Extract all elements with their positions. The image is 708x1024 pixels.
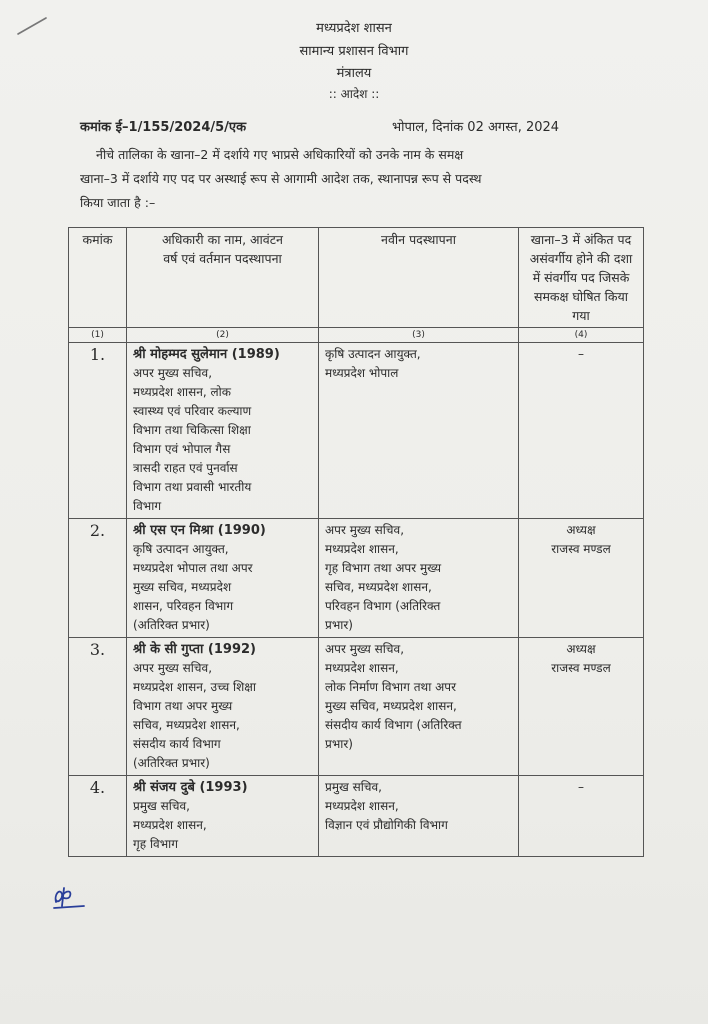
new-line: प्रमुख सचिव, [325,780,382,794]
order-date: भोपाल, दिनांक 02 अगस्त, 2024 [392,120,560,135]
header-officer-line2: वर्ष एवं वर्तमान पदस्थापना [163,251,282,266]
current-line: विभाग तथा चिकित्सा शिक्षा [133,423,251,437]
new-line: संसदीय कार्य विभाग (अतिरिक्त [325,718,462,732]
row-new-posting [319,343,519,519]
officer-name: श्री एस एन मिश्रा (1990) [133,523,266,538]
equiv-line: राजस्व मण्डल [551,661,611,675]
new-line: सचिव, मध्यप्रदेश शासन, [325,580,432,594]
row-officer [127,638,319,776]
current-line: कृषि उत्पादन आयुक्त, [133,542,229,556]
row-officer [127,343,319,519]
current-line: अपर मुख्य सचिव, [133,366,213,380]
header-new-posting: नवीन पदस्थापना [319,228,519,328]
new-line: कृषि उत्पादन आयुक्त, [325,347,421,361]
new-line: मध्यप्रदेश शासन, [325,661,399,675]
current-line: मध्यप्रदेश शासन, [133,818,207,832]
current-line: (अतिरिक्त प्रभार) [133,618,210,632]
equiv-line: – [578,780,584,794]
posting-table [68,227,644,857]
intro-line-2: खाना–3 में दर्शाये गए पद पर अस्थाई रूप से आगामी आदेश तक, स्थानापन्न रूप से पदस्थ [80,171,482,186]
new-line: मध्यप्रदेश भोपाल [325,366,399,380]
current-line: सचिव, मध्यप्रदेश शासन, [133,718,240,732]
current-line: (अतिरिक्त प्रभार) [133,756,210,770]
row-equivalent [519,519,644,638]
row-serial: 4. [69,776,127,857]
header-officer-line1: अधिकारी का नाम, आवंटन [161,232,283,247]
header-department: सामान्य प्रशासन विभाग [299,44,409,59]
equiv-line: राजस्व मण्डल [551,542,611,556]
current-line: मुख्य सचिव, मध्यप्रदेश [133,580,232,594]
current-line: प्रमुख सचिव, [133,799,190,813]
intro-line-1: नीचे तालिका के खाना–2 में दर्शाये गए भाप्रसे अधिकारियों को उनके नाम के समक्ष [96,147,464,162]
column-number: (4) [519,328,644,343]
intro-line-3: किया जाता है :– [80,195,156,210]
row-new-posting [319,638,519,776]
column-number: (1) [69,328,127,343]
current-line: स्वास्थ्य एवं परिवार कल्याण [133,404,252,418]
current-line: मध्यप्रदेश भोपाल तथा अपर [133,561,253,575]
header-order-title: :: आदेश :: [328,87,380,101]
current-line: गृह विभाग [133,837,179,851]
new-line: लोक निर्माण विभाग तथा अपर [325,680,457,694]
row-officer [127,519,319,638]
current-line: विभाग तथा अपर मुख्य [133,699,233,713]
header-equivalent-post: खाना–3 में अंकित पद असंवर्गीय होने की दशा में संवर्गीय पद जिसके समकक्ष घोषित किया गया [519,228,644,328]
row-serial: 3. [69,638,127,776]
column-number: (3) [319,328,519,343]
current-line: संसदीय कार्य विभाग [133,737,221,751]
new-line: अपर मुख्य सचिव, [325,523,405,537]
new-line: मध्यप्रदेश शासन, [325,799,399,813]
current-line: विभाग एवं भोपाल गैस [133,442,231,456]
current-line: मध्यप्रदेश शासन, उच्च शिक्षा [133,680,257,694]
row-serial: 1. [69,343,127,519]
equiv-line: – [578,347,584,361]
header-officer [127,228,319,328]
row-serial: 2. [69,519,127,638]
table-row [69,343,644,519]
equiv-line: अध्यक्ष [566,523,596,537]
table-row [69,776,644,857]
row-new-posting [319,519,519,638]
new-line: विज्ञान एवं प्रौद्योगिकी विभाग [325,818,448,832]
row-equivalent [519,343,644,519]
new-line: अपर मुख्य सचिव, [325,642,405,656]
new-line: परिवहन विभाग (अतिरिक्त [325,599,441,613]
row-equivalent [519,638,644,776]
row-equivalent [519,776,644,857]
current-line: विभाग [133,499,162,513]
header-serial: कमांक [69,228,127,328]
header-government: मध्यप्रदेश शासन [316,21,392,36]
signature-initials-icon [50,880,90,910]
current-line: अपर मुख्य सचिव, [133,661,213,675]
current-line: मध्यप्रदेश शासन, लोक [133,385,231,399]
current-line: शासन, परिवहन विभाग [133,599,234,613]
current-line: विभाग तथा प्रवासी भारतीय [133,480,252,494]
officer-name: श्री के सी गुप्ता (1992) [133,642,256,657]
new-line: प्रभार) [325,618,353,632]
row-new-posting [319,776,519,857]
new-line: गृह विभाग तथा अपर मुख्य [325,561,442,575]
new-line: मुख्य सचिव, मध्यप्रदेश शासन, [325,699,457,713]
order-number: कमांक ई–1/155/2024/5/एक [80,120,247,135]
column-number: (2) [127,328,319,343]
table-row [69,519,644,638]
officer-name: श्री मोहम्मद सुलेमान (1989) [133,347,280,362]
equiv-line: अध्यक्ष [566,642,596,656]
current-line: त्रासदी राहत एवं पुनर्वास [133,461,238,475]
officer-name: श्री संजय दुबे (1993) [133,780,248,795]
row-officer [127,776,319,857]
column-number-row [69,328,644,343]
header-ministry: मंत्रालय [336,66,372,81]
table-row [69,638,644,776]
new-line: मध्यप्रदेश शासन, [325,542,399,556]
new-line: प्रभार) [325,737,353,751]
table-header-row [69,228,644,328]
